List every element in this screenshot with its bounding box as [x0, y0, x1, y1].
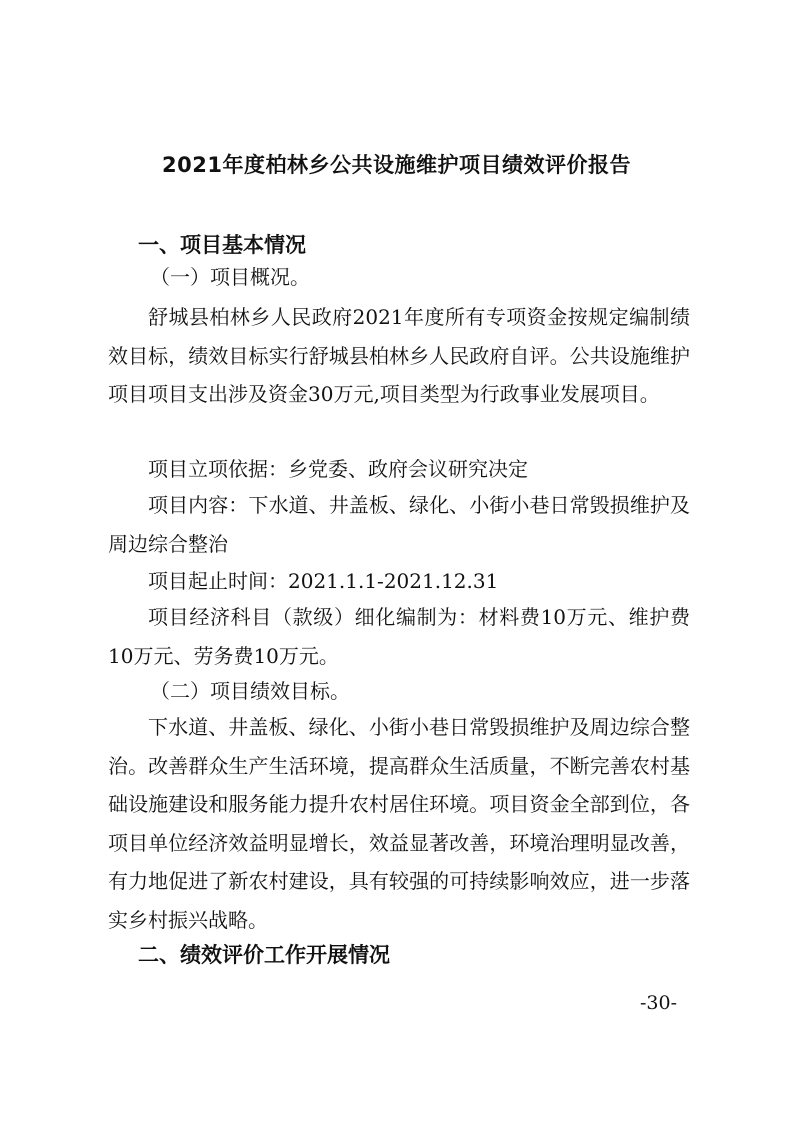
project-budget-paragraph: 项目经济科目（款级）细化编制为：材料费10万元、维护费10万元、劳务费10万元。 — [108, 605, 690, 668]
project-time-line: 项目起止时间：2021.1.1-2021.12.31 — [148, 569, 499, 593]
subsection-heading-overview: （一）项目概况。 — [150, 265, 310, 289]
subsection-heading-goals: （二）项目绩效目标。 — [150, 679, 350, 703]
document-title: 2021年度柏林乡公共设施维护项目绩效评价报告 — [162, 153, 631, 177]
project-content-paragraph: 项目内容：下水道、井盖板、绿化、小街小巷日常毁损维护及周边综合整治 — [108, 493, 690, 556]
page-number: -30- — [640, 992, 678, 1014]
project-goals-paragraph: 下水道、井盖板、绿化、小街小巷日常毁损维护及周边综合整治。改善群众生产生活环境，提高群众生活质量，不断完善农村基础设施建设和服务能力提升农村居住环境。项目资金全部到位，各项目单位经济效益明显增长，效益显著改善，环境治理明显改善，有力地促进了新农村建设，具有较强的可持续影响效应，进一步落实乡村振兴战略。 — [108, 715, 690, 932]
project-basis-line: 项目立项依据：乡党委、政府会议研究决定 — [148, 457, 528, 481]
section-heading-basic-info: 一、项目基本情况 — [138, 233, 306, 257]
paragraph-overview: 舒城县柏林乡人民政府2021年度所有专项资金按规定编制绩效目标，绩效目标实行舒城县柏林乡人民政府自评。公共设施维护项目项目支出涉及资金30万元,项目类型为行政事业发展项目。 — [108, 305, 690, 406]
section-heading-evaluation: 二、绩效评价工作开展情况 — [138, 943, 390, 967]
